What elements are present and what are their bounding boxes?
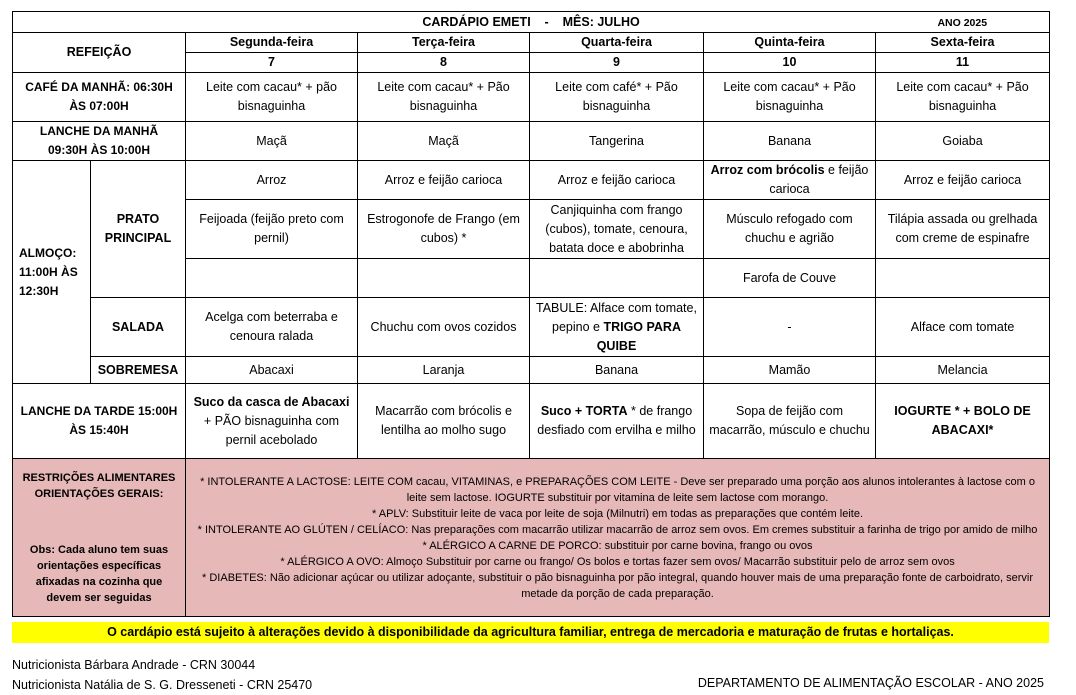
menu-notice-banner: O cardápio está sujeito à alterações devido à disponibilidade da agricultura familiar, entrega de mercadoria e maturação de frutas e hortaliças. bbox=[12, 622, 1049, 643]
salad-tuesday: Chuchu com ovos cozidos bbox=[358, 298, 530, 357]
restriction-aplv: * APLV: Substituir leite de vaca por leite de soja (Milnutri) em todas as preparações que contém leite. bbox=[372, 507, 864, 520]
lunch-side-friday bbox=[876, 259, 1050, 298]
breakfast-label-line1: CAFÉ DA MANHÃ: 06:30H bbox=[25, 80, 173, 94]
day-name-thursday: Quinta-feira bbox=[704, 33, 876, 53]
dessert-friday: Melancia bbox=[876, 357, 1050, 384]
breakfast-wednesday: Leite com café* + Pão bisnaguinha bbox=[530, 73, 704, 122]
afternoon-snack-thursday: Sopa de feijão com macarrão, músculo e chuchu bbox=[704, 384, 876, 459]
day-date-tuesday: 8 bbox=[358, 53, 530, 73]
lunch-base-tuesday: Arroz e feijão carioca bbox=[358, 161, 530, 200]
breakfast-label bbox=[13, 73, 186, 122]
main-dish-label-line2: PRINCIPAL bbox=[104, 231, 172, 245]
menu-table bbox=[12, 11, 1050, 617]
afternoon-snack-label-line2: ÀS 15:40H bbox=[69, 423, 129, 437]
afternoon-snack-label bbox=[13, 384, 186, 459]
morning-snack-label bbox=[13, 122, 186, 161]
lunch-main-monday: Feijoada (feijão preto com pernil) bbox=[186, 200, 358, 259]
lunch-side-monday bbox=[186, 259, 358, 298]
afternoon-snack-tuesday: Macarrão com brócolis e lentilha ao molho sugo bbox=[358, 384, 530, 459]
lunch-side-tuesday bbox=[358, 259, 530, 298]
restriction-lactose: * INTOLERANTE A LACTOSE: LEITE COM cacau, VITAMINAS, e PREPARAÇÕES COM LEITE - Deve ser preparado uma porção aos alunos intolerantes à lactose com o leite sem lactose. IOGURTE substituir por vitamina de leite sem lactose com morango. bbox=[200, 475, 1035, 504]
main-dish-label-line1: PRATO bbox=[116, 212, 160, 226]
restriction-egg: * ALÉRGICO A OVO: Almoço Substituir por carne ou frango/ Os bolos e tortas fazer sem ovos/ Macarrão substituir pelo de arroz sem ovos bbox=[280, 555, 955, 568]
lunch-label-line2: 11:00H ÀS bbox=[19, 264, 78, 279]
lunch-side-thursday: Farofa de Couve bbox=[704, 259, 876, 298]
department-footer: DEPARTAMENTO DE ALIMENTAÇÃO ESCOLAR - ANO 2025 bbox=[697, 676, 1044, 690]
afternoon-snack-wednesday bbox=[530, 384, 704, 459]
morning-snack-wednesday: Tangerina bbox=[530, 122, 704, 161]
salad-wednesday-bold: TRIGO PARA QUIBE bbox=[596, 319, 681, 353]
nutritionist-2: Nutricionista Natália de S. G. Dresseneti - CRN 25470 bbox=[12, 678, 313, 692]
lunch-base-wednesday: Arroz e feijão carioca bbox=[530, 161, 704, 200]
afternoon-snack-monday-rest: + PÃO bisnaguinha com pernil acebolado bbox=[203, 413, 340, 447]
lunch-base-monday: Arroz bbox=[186, 161, 358, 200]
restrictions-title-line1: RESTRIÇÕES ALIMENTARES bbox=[22, 471, 176, 484]
main-dish-label bbox=[91, 161, 186, 298]
day-name-monday: Segunda-feira bbox=[186, 33, 358, 53]
dessert-monday: Abacaxi bbox=[186, 357, 358, 384]
salad-monday: Acelga com beterraba e cenoura ralada bbox=[186, 298, 358, 357]
lunch-base-thursday bbox=[704, 161, 876, 200]
lunch-main-tuesday: Estrogonofe de Frango (em cubos) * bbox=[358, 200, 530, 259]
dessert-label: SOBREMESA bbox=[91, 357, 186, 384]
restrictions-list bbox=[186, 459, 1050, 617]
meal-column-header: REFEIÇÃO bbox=[13, 33, 186, 73]
restrictions-obs-line2: orientações específicas bbox=[36, 559, 162, 572]
breakfast-thursday: Leite com cacau* + Pão bisnaguinha bbox=[704, 73, 876, 122]
restrictions-label bbox=[13, 459, 186, 617]
day-date-friday: 11 bbox=[876, 53, 1050, 73]
restrictions-obs-line1: Obs: Cada aluno tem suas bbox=[29, 543, 169, 556]
salad-label: SALADA bbox=[91, 298, 186, 357]
morning-snack-friday: Goiaba bbox=[876, 122, 1050, 161]
salad-wednesday bbox=[530, 298, 704, 357]
restrictions-obs-line4: devem ser seguidas bbox=[46, 591, 152, 604]
restriction-pork: * ALÉRGICO A CARNE DE PORCO: substituir por carne bovina, frango ou ovos bbox=[422, 539, 813, 552]
day-date-monday: 7 bbox=[186, 53, 358, 73]
afternoon-snack-wednesday-bold: Suco + TORTA bbox=[540, 404, 628, 418]
dessert-thursday: Mamão bbox=[704, 357, 876, 384]
lunch-side-wednesday bbox=[530, 259, 704, 298]
lunch-main-friday: Tilápia assada ou grelhada com creme de espinafre bbox=[876, 200, 1050, 259]
breakfast-friday: Leite com cacau* + Pão bisnaguinha bbox=[876, 73, 1050, 122]
restrictions-obs-line3: afixadas na cozinha que bbox=[35, 575, 163, 588]
lunch-main-wednesday: Canjiquinha com frango (cubos), tomate, cenoura, batata doce e abobrinha bbox=[530, 200, 704, 259]
breakfast-tuesday: Leite com cacau* + Pão bisnaguinha bbox=[358, 73, 530, 122]
restrictions-title-line2: ORIENTAÇÕES GERAIS: bbox=[34, 487, 164, 500]
day-date-thursday: 10 bbox=[704, 53, 876, 73]
lunch-base-thursday-rest: e feijão carioca bbox=[769, 163, 869, 196]
afternoon-snack-wednesday-rest: * de frango desfiado com ervilha e milho bbox=[537, 404, 696, 437]
restriction-gluten: * INTOLERANTE AO GLÚTEN / CELÍACO: Nas preparações com macarrão utilizar macarrão de arroz sem ovos. Em cremes substituir a farinha de trigo por amido de milho bbox=[197, 523, 1038, 536]
lunch-label bbox=[13, 161, 91, 384]
breakfast-label-line2: ÀS 07:00H bbox=[69, 99, 129, 113]
nutritionist-1: Nutricionista Bárbara Andrade - CRN 30044 bbox=[12, 658, 256, 672]
afternoon-snack-friday: IOGURTE * + BOLO DE ABACAXI* bbox=[876, 384, 1050, 459]
morning-snack-monday: Maçã bbox=[186, 122, 358, 161]
dessert-tuesday: Laranja bbox=[358, 357, 530, 384]
salad-thursday: - bbox=[704, 298, 876, 357]
afternoon-snack-monday-bold: Suco da casca de Abacaxi bbox=[193, 394, 350, 409]
menu-title-row bbox=[13, 12, 1050, 33]
lunch-label-line1: ALMOÇO: bbox=[19, 245, 77, 260]
day-name-wednesday: Quarta-feira bbox=[530, 33, 704, 53]
lunch-main-thursday: Músculo refogado com chuchu e agrião bbox=[704, 200, 876, 259]
morning-snack-thursday: Banana bbox=[704, 122, 876, 161]
day-name-tuesday: Terça-feira bbox=[358, 33, 530, 53]
lunch-label-line3: 12:30H bbox=[19, 283, 59, 298]
morning-snack-tuesday: Maçã bbox=[358, 122, 530, 161]
morning-snack-label-line1: LANCHE DA MANHÃ bbox=[39, 124, 159, 138]
afternoon-snack-monday bbox=[186, 384, 358, 459]
morning-snack-label-line2: 09:30H ÀS 10:00H bbox=[47, 143, 151, 157]
salad-friday: Alface com tomate bbox=[876, 298, 1050, 357]
breakfast-monday: Leite com cacau* + pão bisnaguinha bbox=[186, 73, 358, 122]
menu-year: ANO 2025 bbox=[937, 17, 988, 29]
lunch-base-friday: Arroz e feijão carioca bbox=[876, 161, 1050, 200]
salad-wednesday-text: TABULE: Alface com tomate, pepino e bbox=[536, 300, 697, 334]
menu-title: CARDÁPIO EMETI - MÊS: JULHO bbox=[422, 14, 640, 29]
afternoon-snack-label-line1: LANCHE DA TARDE 15:00H bbox=[20, 404, 178, 418]
dessert-wednesday: Banana bbox=[530, 357, 704, 384]
restriction-diabetes: * DIABETES: Não adicionar açúcar ou utilizar adoçante, substituir o pão bisnaguinha por pão integral, quando houver mais de uma preparação fonte de carboidrato, servir metade da porção de cada preparação. bbox=[202, 571, 1034, 600]
day-name-friday: Sexta-feira bbox=[876, 33, 1050, 53]
lunch-base-thursday-bold: Arroz com brócolis bbox=[710, 163, 825, 177]
day-date-wednesday: 9 bbox=[530, 53, 704, 73]
